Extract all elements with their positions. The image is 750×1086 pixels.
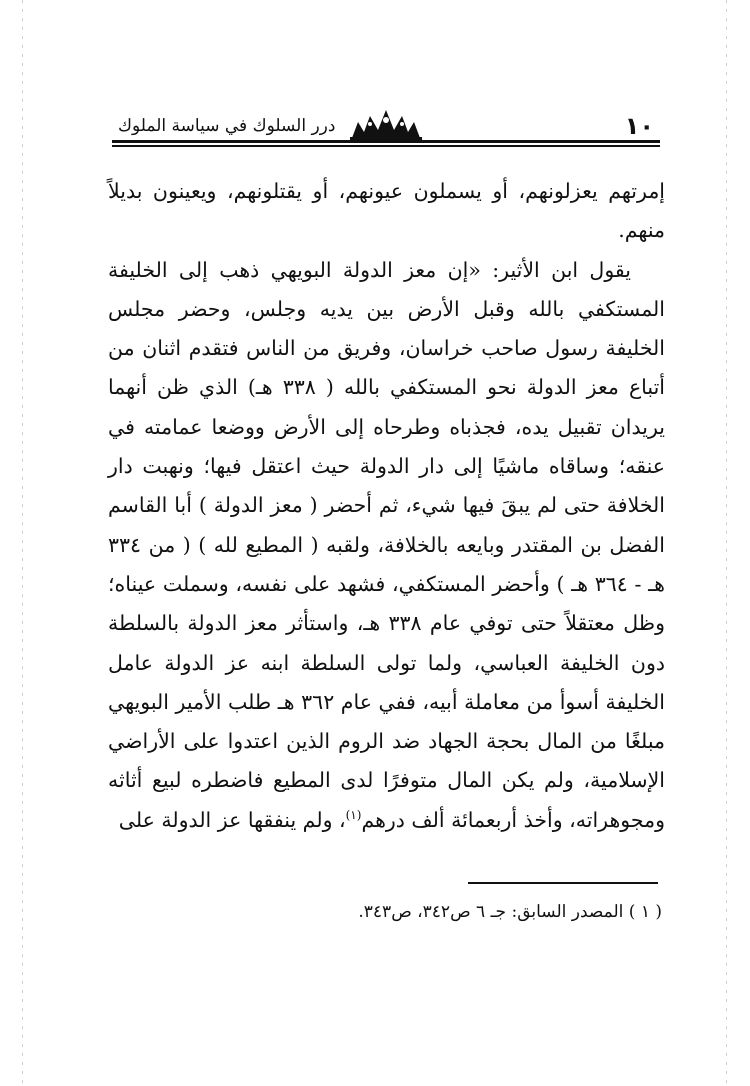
paragraph-continuation: إمرتهم يعزلونهم، أو يسملون عيونهم، أو يقتلونهم، ويعينون بديلاً منهم. [108,179,665,243]
crown-ornament-icon [348,108,424,142]
scan-artifact-line-right [726,0,727,1086]
running-title: درر السلوك في سياسة الملوك [118,116,336,136]
footnote-separator [468,882,658,884]
page-number: ١٠ [624,112,654,140]
main-text [108,172,665,840]
paragraph-ibn-al-athir [108,251,665,840]
footnote-reference[interactable]: (١) [345,807,362,822]
page-header [112,106,660,154]
footnote: ( ١ ) المصدر السابق: جـ ٦ ص٣٤٢، ص٣٤٣. [358,902,662,922]
header-double-rule [112,140,660,148]
scan-artifact-line-left [22,0,23,1086]
paragraph-text-tail: ، ولم ينفقها عز الدولة على [118,807,346,832]
paragraph-text: يقول ابن الأثير: «إن معز الدولة البويهي ذهب إلى الخليفة المستكفي بالله وقبل الأرض بين يديه وجلس، وحضر مجلس الخليفة رسول صاحب خراسان، وفريق من الناس فتقدم اثنان من أتباع معز الدولة نحو المستكفي بالله ( ٣٣٨ هـ) الذي ظن أنهما يريدان تقبيل يده، فجذباه وطرحاه إلى الأرض ووضعا عمامته في عنقه؛ وساقاه ماشيًا إلى دار الدولة حيث اعتقل فيها؛ ونهبت دار الخلافة حتى لم يبقَ فيها شيء، ثم أحضر ( معز الدولة ) أبا القاسم الفضل بن المقتدر وبايعه بالخلافة، ولقبه ( المطيع لله ) ( من ٣٣٤ هـ - ٣٦٤ هـ ) وأحضر المستكفي، فشهد على نفسه، وسملت عيناه؛ وظل معتقلاً حتى توفي عام ٣٣٨ هـ، واستأثر معز الدولة بالسلطة دون الخليفة العباسي، ولما تولى السلطة ابنه عز الدولة عامل الخليفة أسوأ من معاملة أبيه، ففي عام ٣٦٢ هـ طلب الأمير البويهي مبلغًا من المال بحجة الجهاد ضد الروم الذين اعتدوا على الأراضي الإسلامية، ولم يكن المال متوفرًا لدى المطيع فاضطره لبيع أثاثه ومجوهراته، وأخذ أربعمائة ألف درهم [108,257,666,832]
